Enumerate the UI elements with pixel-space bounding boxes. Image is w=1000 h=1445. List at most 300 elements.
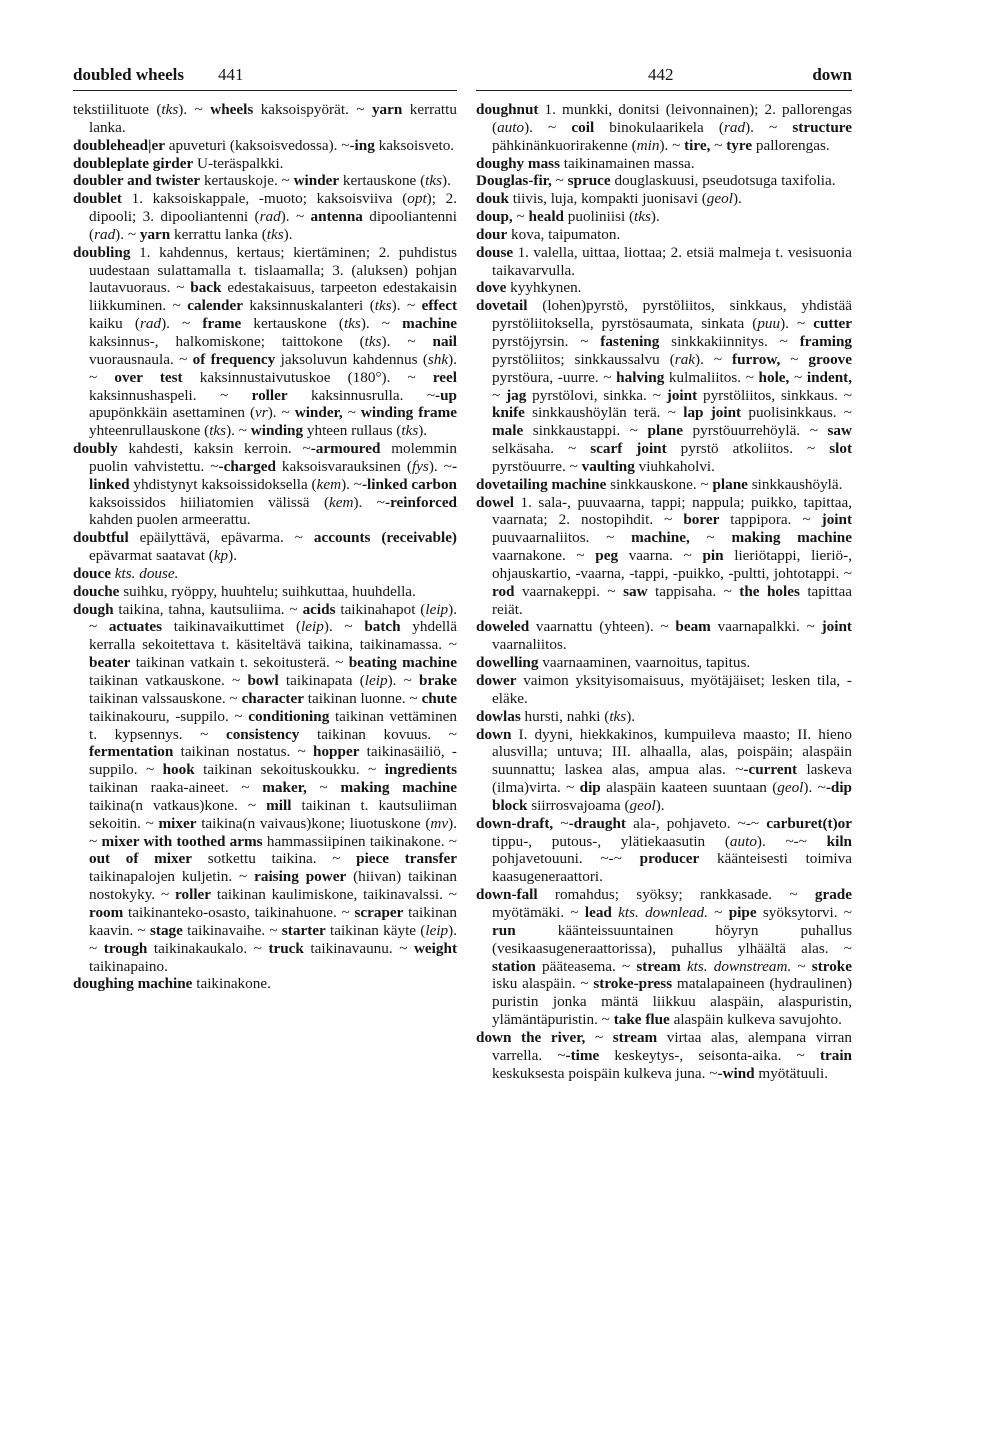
entry-text: ). — [283, 225, 293, 243]
entry-term: ingredients — [384, 761, 457, 779]
entry-text: hursti, nahki ( — [520, 707, 610, 725]
entry-term: room — [89, 903, 124, 921]
entry-text: ). ~-~ — [756, 832, 827, 850]
entry-term: trough — [103, 939, 148, 957]
entry-text: vaarna. ~ — [618, 547, 703, 565]
entry-term: doup, — [476, 208, 513, 226]
entry-text: ). ~ — [353, 493, 386, 511]
entry-term: -charged — [218, 457, 276, 475]
entry-text: kaksoissidos hiiliatomien välissä ( — [89, 493, 330, 511]
entry-term: dower — [476, 672, 517, 689]
entry-text: taikinan raaka-aineet. ~ — [89, 779, 263, 797]
entry-text: epävarmat saatavat ( — [89, 547, 214, 565]
entry-term: halving — [616, 368, 665, 386]
entry-term: doughing machine — [73, 975, 193, 993]
entry-term: hopper — [313, 743, 360, 761]
entry-text: laskeva (ilma)virta. ~ — [492, 761, 852, 797]
entry-term: acids — [302, 600, 336, 618]
entry-term: peg — [595, 547, 619, 565]
right-guide-word: down — [812, 65, 852, 84]
entry-text: matalapaineen (hydraulinen) puristin jonka mäntä liikkuu alaspäin, alaspuristin, ylämäntäpuristin. ~ — [492, 975, 852, 1029]
entry-text: yhteen rullaus ( — [303, 422, 402, 440]
field-abbreviation: tks — [266, 225, 284, 243]
entry-term: -linked carbon — [362, 475, 457, 493]
entry-term: dovetailing machine — [476, 475, 607, 493]
entry-text: ). ~ — [89, 814, 457, 850]
entry-text: taikina(n vaivaus)kone; liuotuskone ( — [196, 814, 431, 832]
entry-text: tiivis, luja, kompakti juonisavi ( — [508, 190, 707, 208]
entry-term: knife — [492, 404, 525, 422]
entry-text: käänteissuuntainen höyryn puhallus (vesikaasugeneraattorissa), puhallus ylhäältä alas. ~ — [492, 921, 852, 957]
entry-text: tapittaa reiät. — [492, 582, 852, 618]
entry-text: ). ~ — [89, 921, 457, 957]
entry-term: dip — [579, 779, 601, 797]
dictionary-entry — [73, 172, 457, 190]
entry-term: male — [492, 422, 524, 440]
dictionary-entry — [476, 618, 852, 654]
entry-term: rod — [492, 582, 515, 600]
dictionary-entry — [476, 244, 852, 280]
entry-term: down — [476, 725, 512, 743]
entry-text: taikinasäiliö, -suppilo. ~ — [89, 743, 457, 779]
entry-text: alaspäin kaateen suuntaan ( — [600, 779, 778, 797]
dictionary-entry — [73, 101, 457, 137]
entry-text: keskeytys-, seisonta-aika. ~ — [599, 1046, 820, 1064]
field-abbreviation: kts. downlead. — [618, 903, 708, 921]
entry-text: ). — [655, 796, 665, 814]
entry-term: doubler and twister — [73, 172, 201, 190]
entry-term: chute — [421, 689, 457, 707]
dictionary-entry — [476, 672, 852, 708]
entry-term: producer — [639, 850, 700, 868]
entry-text: sotkettu taikina. ~ — [192, 850, 357, 868]
left-guide-word: doubled wheels — [73, 65, 184, 84]
entry-text: pääteasema. ~ — [535, 957, 637, 975]
entry-text: edestakaisuus, tarpeeton edestakaisin liikkuminen. ~ — [89, 279, 457, 315]
entry-text: kaksoisvarauksinen ( — [275, 457, 412, 475]
entry-text: kerrattu lanka ( — [170, 225, 267, 243]
entry-text: ). — [626, 707, 636, 725]
entry-text: vuorausnaula. ~ — [89, 350, 193, 368]
field-abbreviation: geol — [777, 779, 804, 797]
entry-text: molemmin puolin vahvistettu. ~ — [89, 440, 457, 475]
entry-text: ). ~ — [524, 118, 572, 136]
entry-term: stage — [150, 921, 183, 939]
entry-term: beam — [675, 618, 711, 636]
entry-text: ~ — [492, 386, 507, 404]
entry-text: kyyhkynen. — [506, 279, 582, 297]
field-abbreviation: geol — [706, 190, 733, 208]
entry-text: (lohen)pyrstö, pyrstöliitos, sinkkaus, yhdistää pyrstöliitoksella, pyrstösaumata, sinkata ( — [492, 297, 852, 333]
entry-text: ~ — [512, 208, 529, 226]
entry-text: taikinapaino. — [89, 957, 168, 975]
entry-term: hole, — [758, 368, 790, 386]
entry-text: 1. valella, uittaa, liottaa; 2. etsiä malmeja t. vesisuonia taikavarvulla. — [492, 243, 852, 279]
entry-term: making machine — [731, 529, 852, 547]
entry-term: fastening — [600, 332, 660, 350]
entry-text: kaiku ( — [89, 315, 140, 333]
field-abbreviation: rad — [94, 225, 116, 243]
entry-term: doublehead|er — [73, 136, 165, 154]
entry-term: saw — [623, 582, 648, 600]
entry-term: stream — [612, 1028, 658, 1046]
entry-term: groove — [808, 350, 852, 368]
entry-term: back — [190, 279, 222, 297]
field-abbreviation: kem — [316, 475, 342, 493]
entry-term: beater — [89, 654, 131, 672]
entry-term: douche — [73, 582, 120, 600]
entry-term: making machine — [340, 779, 457, 797]
entry-text: vaimon yksityisomaisuus, myötäjäiset; lesken tila, -eläke. — [492, 672, 852, 707]
entry-text: kaksinnus-, halkomiskone; taittokone ( — [89, 332, 365, 350]
entry-term: stream — [636, 957, 681, 975]
entry-text: epäilyttävä, epävarma. ~ — [128, 529, 314, 547]
field-abbreviation: min — [636, 136, 660, 154]
entry-term: beating machine — [348, 654, 457, 672]
entry-text: yhteenrullauskone ( — [89, 422, 210, 440]
entry-text: taikina, tahna, kautsuliima. ~ — [113, 600, 303, 618]
field-abbreviation: tks — [609, 707, 627, 725]
entry-text: pohjavetouuni. ~-~ — [492, 850, 640, 868]
entry-text: ). ~ — [89, 600, 457, 636]
entry-text: ). ~ — [323, 618, 365, 636]
entry-text: viuhkaholvi. — [634, 457, 715, 475]
entry-term: scarf joint — [590, 440, 667, 458]
entry-term: joint — [666, 386, 698, 404]
running-head-right — [476, 64, 852, 86]
entry-text: taikinan käyte ( — [325, 921, 426, 939]
entry-term: plane — [647, 422, 683, 440]
entry-text: 1. sala-, puuvaarna, tappi; nappula; puikko, tapittaa, vaarnata; 2. nostopihdit. ~ — [492, 493, 852, 529]
entry-text: ~ — [342, 404, 361, 422]
entry-term: pin — [702, 547, 724, 565]
dictionary-entry — [73, 583, 457, 601]
entry-text: apupönkkäin asettaminen ( — [89, 404, 256, 422]
entry-term: furrow, — [732, 350, 781, 368]
entry-term: take flue — [613, 1011, 670, 1029]
entry-text: ~ — [306, 779, 341, 797]
entry-text: taikinan vatkauskone. ~ — [89, 672, 248, 689]
entry-text: alaspäin kulkeva savujohto. — [669, 1011, 842, 1029]
entry-text: ala-, pohjaveto. ~-~ — [625, 814, 767, 832]
entry-term: -time — [565, 1046, 600, 1064]
entry-text: taikinakouru, -suppilo. ~ — [89, 707, 249, 725]
dictionary-entry — [476, 279, 852, 297]
entry-term: calender — [187, 297, 243, 315]
entry-text: ~ — [710, 136, 727, 154]
entry-term: stroke-press — [593, 975, 673, 993]
entry-term: dovetail — [476, 297, 528, 315]
entry-text: tekstiilituote ( — [73, 101, 162, 118]
entry-text: taikinan kaulimiskone, taikinavalssi. ~ — [211, 886, 457, 904]
dictionary-entry — [476, 886, 852, 1029]
dictionary-entry — [73, 155, 457, 173]
entry-text: yhdistynyt kaksoissidoksella ( — [129, 475, 317, 493]
entry-text: taikinakaukalo. ~ — [147, 939, 269, 957]
entry-term: out of mixer — [89, 850, 193, 868]
entry-text: taikina(n vatkaus)kone. ~ — [89, 796, 267, 814]
entry-text: ). ~ — [745, 118, 793, 136]
entry-text: vaarnattu (yhteen). ~ — [529, 618, 676, 636]
entry-term: ing — [354, 136, 375, 154]
entry-term: kiln — [826, 832, 852, 850]
entry-text: taikinavaihe. ~ — [182, 921, 282, 939]
entry-term: truck — [268, 939, 304, 957]
entry-term: -armoured — [310, 440, 381, 458]
entry-term: frame — [202, 315, 242, 333]
entry-text: puoliniisi ( — [564, 208, 635, 226]
entry-term: tyre — [726, 136, 753, 154]
dictionary-entry — [73, 601, 457, 976]
field-abbreviation: tks — [364, 332, 382, 350]
field-abbreviation: rad — [723, 118, 746, 136]
entry-term: scraper — [354, 903, 404, 921]
entry-term: machine — [402, 315, 457, 333]
entry-text: vaarnaliitos. — [492, 636, 567, 654]
entry-term: heald — [528, 208, 564, 226]
entry-text: sinkkaushöylän terä. ~ — [524, 404, 684, 422]
field-abbreviation: kp — [213, 547, 229, 565]
entry-term: doughy mass — [476, 154, 560, 172]
entry-term: raising power — [254, 868, 347, 886]
entry-text: taikinan t. kautsuliiman sekoitin. ~ — [89, 796, 457, 832]
entry-text: taikinahapot ( — [335, 600, 426, 618]
entry-text: taikinan kaavin. ~ — [89, 903, 457, 939]
entry-term: run — [492, 921, 516, 939]
entry-text: ). ~ — [178, 101, 211, 118]
dictionary-entry — [73, 244, 457, 440]
entry-term: yarn — [139, 225, 171, 243]
dictionary-entry — [73, 529, 457, 565]
entry-term: dough — [73, 600, 114, 618]
entry-text: ). — [650, 208, 660, 226]
right-page-number: 442 — [648, 65, 674, 84]
left-page-number: 441 — [218, 65, 244, 84]
field-abbreviation: shk — [427, 350, 449, 368]
entry-term: wheels — [210, 101, 254, 118]
entry-term: weight — [413, 939, 457, 957]
entry-text: sinkkaustappi. ~ — [523, 422, 648, 440]
entry-text: pyrstö atkoliitos. ~ — [666, 440, 830, 458]
entry-text: ). ~ — [115, 225, 140, 243]
entry-text: kova, taipumaton. — [507, 225, 621, 243]
entry-term: dowlas — [476, 707, 521, 725]
entry-term: dowelling — [476, 654, 539, 672]
entry-term: plane — [712, 475, 748, 493]
dictionary-entry — [476, 1029, 852, 1083]
entry-term: dowel — [476, 493, 514, 511]
dictionary-entry — [476, 190, 852, 208]
entry-term: winding — [250, 422, 304, 440]
entry-term: -draught — [568, 814, 626, 832]
entry-term: -current — [743, 761, 798, 779]
entry-term: -reinforced — [385, 493, 457, 511]
entry-text: ). ~ — [659, 136, 685, 154]
field-abbreviation: tks — [161, 101, 179, 118]
entry-term: coil — [571, 118, 595, 136]
dictionary-entry — [476, 815, 852, 886]
entry-text: dipooliantenni ( — [89, 208, 457, 243]
entry-text: ). ~ — [428, 457, 452, 475]
entry-term: character — [241, 689, 304, 707]
field-abbreviation: leip — [425, 600, 449, 618]
entry-text: puolisinkkaus. ~ — [741, 404, 852, 422]
entry-text: (hiivan) taikinan nostokyky. ~ — [89, 868, 457, 904]
entry-term: machine, — [631, 529, 690, 547]
entry-term: antenna — [310, 208, 363, 226]
entry-term: grade — [814, 886, 852, 904]
entry-term: borer — [683, 511, 720, 529]
entry-text: apuveturi (kaksoisvedossa). ~- — [164, 136, 355, 154]
entry-text: vaarnaaminen, vaarnoitus, tapitus. — [538, 654, 751, 672]
entry-text: selkäsaha. ~ — [492, 440, 591, 458]
entry-text: kertauskone ( — [241, 315, 344, 333]
entry-text: ~ — [780, 350, 809, 368]
dictionary-entry — [476, 654, 852, 672]
entry-text: taikinapata ( — [278, 672, 365, 689]
entry-text: I. dyyni, hiekkakinos, kumpuileva maasto; II. hieno alusvilla; untuva; III. alhaalla, alas, poispäin; alaspäin suunnattu; laskea alas, ampua alas. ~ — [492, 725, 852, 779]
dictionary-entry — [476, 208, 852, 226]
entry-text: ). ~ — [381, 332, 433, 350]
entry-term: accounts (receivable) — [313, 529, 457, 547]
field-abbreviation: puu — [757, 315, 781, 333]
entry-term: winder — [293, 172, 340, 190]
entry-term: winder, — [294, 404, 343, 422]
field-abbreviation: rad — [259, 208, 281, 226]
entry-text: myötämäki. ~ — [492, 903, 585, 921]
entry-text: douglaskuusi, pseudotsuga taxifolia. — [610, 172, 836, 190]
entry-text: taikinan vatkain t. sekoitusterä. ~ — [130, 654, 349, 672]
entry-term: roller — [175, 886, 212, 904]
entry-text: hammassiipinen taikinakone. ~ — [262, 832, 457, 850]
entry-term: indent, — [806, 368, 852, 386]
entry-text: romahdus; syöksy; rankkasade. ~ — [537, 886, 815, 904]
entry-term: winding frame — [360, 404, 457, 422]
entry-term: spruce — [567, 172, 611, 190]
left-column — [73, 101, 457, 1431]
entry-term: saw — [827, 422, 852, 440]
entry-term: roller — [251, 386, 288, 404]
entry-term: nail — [432, 332, 457, 350]
entry-text: U-teräspalkki. — [193, 154, 284, 172]
entry-text: ~ — [585, 1028, 613, 1046]
dictionary-entry — [476, 172, 852, 190]
entry-text: sinkkakiinnitys. ~ — [659, 332, 800, 350]
entry-term: conditioning — [248, 707, 330, 725]
entry-text: vaarnakone. ~ — [492, 547, 596, 565]
entry-term: doubleplate girder — [73, 154, 194, 172]
dictionary-entry — [476, 708, 852, 726]
entry-term: the holes — [739, 582, 800, 600]
entry-term: station — [492, 957, 536, 975]
entry-term: joint — [821, 618, 852, 636]
field-abbreviation: rak — [674, 350, 696, 368]
entry-text: taikinan vettäminen t. kypsennys. ~ — [89, 707, 457, 743]
field-abbreviation: kem — [329, 493, 354, 511]
entry-text: ~ — [791, 957, 812, 975]
dictionary-entry — [476, 726, 852, 815]
entry-text: ). ~ — [226, 422, 251, 440]
entry-term: doublet — [73, 190, 122, 208]
entry-term: cutter — [813, 315, 852, 333]
entry-term: reel — [432, 368, 457, 386]
entry-text: taikinakone. — [192, 975, 271, 993]
entry-text: pyrstöjyrsin. ~ — [492, 332, 601, 350]
entry-term: batch — [364, 618, 401, 636]
entry-text: suihku, ryöppy, huuhtelu; suihkuttaa, huuhdella. — [119, 582, 416, 600]
entry-term: effect — [421, 297, 457, 315]
entry-text: ~ — [707, 903, 729, 921]
entry-term: doubling — [73, 243, 131, 261]
entry-text: sinkkaushöylä. — [747, 475, 843, 493]
dictionary-entry — [476, 494, 852, 619]
entry-text: taikinan luonne. ~ — [303, 689, 422, 707]
entry-text: ). ~ — [780, 315, 814, 333]
entry-text: 1. munkki, donitsi (leivonnainen); 2. pallorengas ( — [492, 101, 852, 136]
entry-text: pyrstöura, -uurre. ~ — [492, 368, 617, 386]
entry-text: ). ~ — [695, 350, 733, 368]
entry-text: vaarnapalkki. ~ — [710, 618, 822, 636]
entry-term: vaulting — [581, 457, 635, 475]
entry-text: ). — [228, 547, 238, 565]
entry-term: brake — [419, 672, 457, 689]
entry-text: taikinavaikuttimet ( — [162, 618, 302, 636]
entry-text: 1. kaksoiskappale, -muoto; kaksoisviiva ( — [121, 190, 408, 208]
entry-text: pyrstöuurrehöylä. ~ — [682, 422, 828, 440]
entry-term: jag — [506, 386, 527, 404]
entry-text: kaksinnusrulla. ~ — [287, 386, 436, 404]
entry-text: yhdellä kerralla sekoitettava t. käsiteltävä taikina, taikinamassa. ~ — [89, 618, 457, 654]
dictionary-entry — [476, 297, 852, 475]
entry-text: ). — [442, 172, 451, 190]
entry-term: yarn — [371, 101, 403, 118]
entry-text: ). ~ — [391, 297, 422, 315]
entry-term: -linked — [89, 457, 457, 493]
entry-text: vaarnakeppi. ~ — [514, 582, 624, 600]
dictionary-entry — [476, 476, 852, 494]
entry-text: kaksinnustaivutuskoe (180°). ~ — [182, 368, 433, 386]
entry-term: starter — [281, 921, 326, 939]
entry-text: kaksoisveto. — [374, 136, 455, 154]
entry-text: sinkkauskone. ~ — [606, 475, 713, 493]
field-abbreviation: tks — [425, 172, 443, 190]
entry-text: virtaa alas, alempana virran varrella. ~ — [492, 1028, 852, 1064]
entry-text: kertauskoje. ~ — [200, 172, 294, 190]
entry-text: taikinanteko-osasto, taikinahuone. ~ — [123, 903, 355, 921]
entry-term: down-fall — [476, 886, 538, 904]
entry-term: douce — [73, 564, 111, 582]
entry-text: lieriötappi, lieriö-, ohjauskartio, -vaarna, -tappi, -puikko, -pultti, johtotappi. ~ — [492, 547, 852, 582]
entry-term: mixer — [158, 814, 197, 832]
entry-text: ). ~ — [360, 315, 403, 333]
entry-term: -dip block — [492, 779, 852, 814]
field-abbreviation: opt — [407, 190, 427, 208]
entry-term: dove — [476, 279, 507, 297]
entry-text: käänteisesti toimiva kaasugeneraattori. — [492, 850, 852, 886]
entry-term: over test — [114, 368, 183, 386]
entry-term: -wind — [717, 1064, 755, 1082]
header-rule-right — [476, 90, 852, 91]
entry-text: puuvaarnaliitos. ~ — [492, 529, 632, 547]
entry-term: stroke — [811, 957, 852, 975]
field-abbreviation: leip — [425, 921, 449, 939]
entry-text: tippu-, putous-, ylätiekaasutin ( — [492, 832, 730, 850]
entry-text: taikinapalojen kuljetin. ~ — [89, 868, 255, 886]
entry-term: hook — [162, 761, 195, 779]
entry-text: taikinan valssauskone. ~ — [89, 689, 242, 707]
entry-text: ). ~ — [89, 350, 457, 386]
entry-text: ~ — [551, 172, 568, 190]
